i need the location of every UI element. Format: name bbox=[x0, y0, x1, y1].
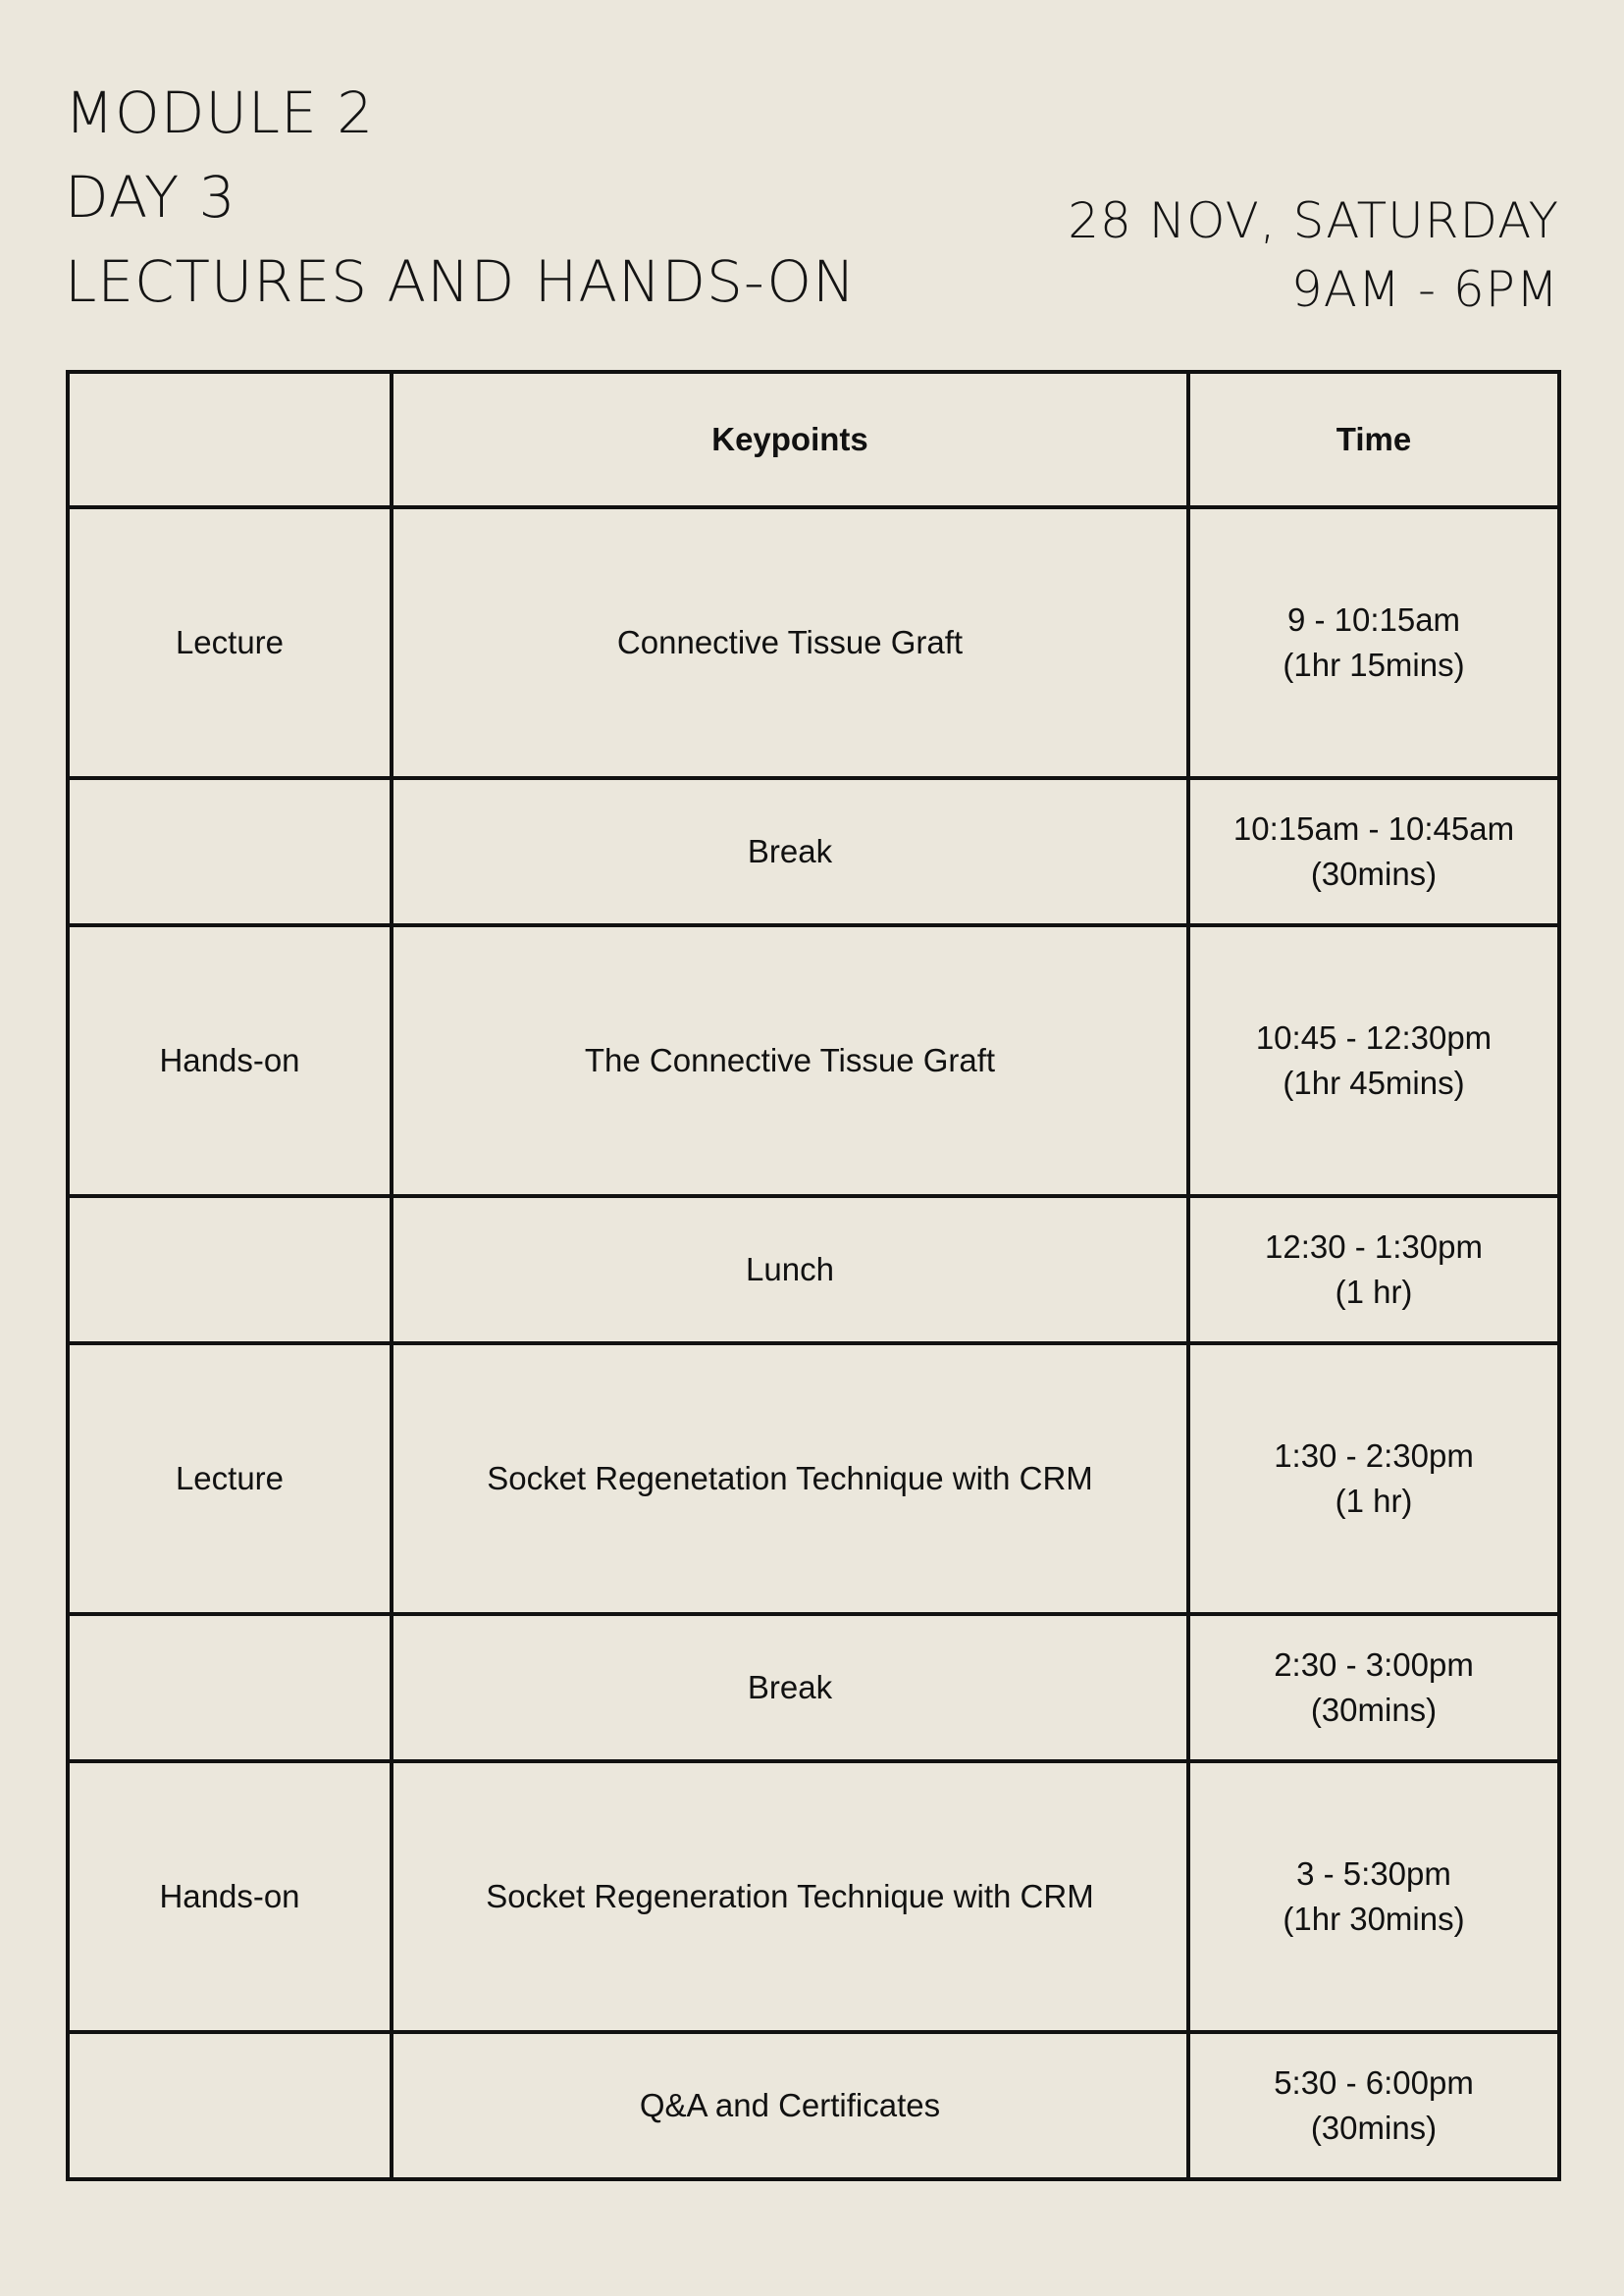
header-type bbox=[68, 372, 392, 507]
event-date: 28 NOV, SATURDAY bbox=[1068, 192, 1559, 249]
module-title: MODULE 2 bbox=[65, 79, 375, 146]
schedule-table bbox=[66, 370, 1561, 2181]
time-duration: (30mins) bbox=[1310, 1692, 1438, 1728]
time-range: 9 - 10:15am bbox=[1286, 601, 1461, 638]
session-time bbox=[1188, 1196, 1559, 1343]
session-time bbox=[1188, 1761, 1559, 2032]
session-type: Lecture bbox=[68, 1343, 392, 1614]
session-keypoint: Connective Tissue Graft bbox=[392, 507, 1188, 778]
session-type: Lecture bbox=[68, 507, 392, 778]
header-keypoints: Keypoints bbox=[392, 372, 1188, 507]
event-hours: 9AM - 6PM bbox=[1290, 261, 1559, 318]
time-duration: (30mins) bbox=[1310, 856, 1438, 892]
table-row bbox=[68, 778, 1559, 925]
time-duration: (1 hr) bbox=[1335, 1483, 1413, 1519]
table-row bbox=[68, 507, 1559, 778]
session-keypoint: Break bbox=[392, 778, 1188, 925]
table-row bbox=[68, 1761, 1559, 2032]
time-duration: (1 hr) bbox=[1335, 1274, 1413, 1310]
time-duration: (1hr 30mins) bbox=[1283, 1901, 1465, 1937]
time-range: 10:45 - 12:30pm bbox=[1255, 1019, 1493, 1056]
date-block bbox=[1068, 186, 1559, 324]
title-block bbox=[65, 71, 856, 324]
session-keypoint: Q&A and Certificates bbox=[392, 2032, 1188, 2179]
time-duration: (1hr 45mins) bbox=[1283, 1065, 1465, 1101]
time-range: 12:30 - 1:30pm bbox=[1265, 1228, 1483, 1265]
table-row bbox=[68, 1614, 1559, 1761]
session-time bbox=[1188, 507, 1559, 778]
session-type bbox=[68, 1196, 392, 1343]
session-keypoint: Socket Regenetation Technique with CRM bbox=[392, 1343, 1188, 1614]
day-title: DAY 3 bbox=[65, 164, 236, 231]
time-range: 2:30 - 3:00pm bbox=[1274, 1646, 1474, 1683]
table-header-row bbox=[68, 372, 1559, 507]
session-type: Hands-on bbox=[68, 1761, 392, 2032]
table-row bbox=[68, 925, 1559, 1196]
header-time: Time bbox=[1188, 372, 1559, 507]
session-keypoint: Socket Regeneration Technique with CRM bbox=[392, 1761, 1188, 2032]
session-time bbox=[1188, 2032, 1559, 2179]
session-time bbox=[1188, 778, 1559, 925]
time-duration: (30mins) bbox=[1310, 2110, 1438, 2146]
table-row bbox=[68, 2032, 1559, 2179]
session-keypoint: Break bbox=[392, 1614, 1188, 1761]
session-time bbox=[1188, 1614, 1559, 1761]
time-duration: (1hr 15mins) bbox=[1283, 647, 1465, 683]
session-type bbox=[68, 778, 392, 925]
session-time bbox=[1188, 925, 1559, 1196]
session-type bbox=[68, 2032, 392, 2179]
session-type bbox=[68, 1614, 392, 1761]
time-range: 5:30 - 6:00pm bbox=[1274, 2064, 1474, 2101]
session-keypoint: Lunch bbox=[392, 1196, 1188, 1343]
session-title: LECTURES AND HANDS-ON bbox=[65, 248, 857, 315]
time-range: 10:15am - 10:45am bbox=[1232, 810, 1515, 847]
table-row bbox=[68, 1343, 1559, 1614]
session-type: Hands-on bbox=[68, 925, 392, 1196]
session-keypoint: The Connective Tissue Graft bbox=[392, 925, 1188, 1196]
time-range: 3 - 5:30pm bbox=[1296, 1855, 1451, 1892]
time-range: 1:30 - 2:30pm bbox=[1274, 1437, 1474, 1474]
session-time bbox=[1188, 1343, 1559, 1614]
table-row bbox=[68, 1196, 1559, 1343]
